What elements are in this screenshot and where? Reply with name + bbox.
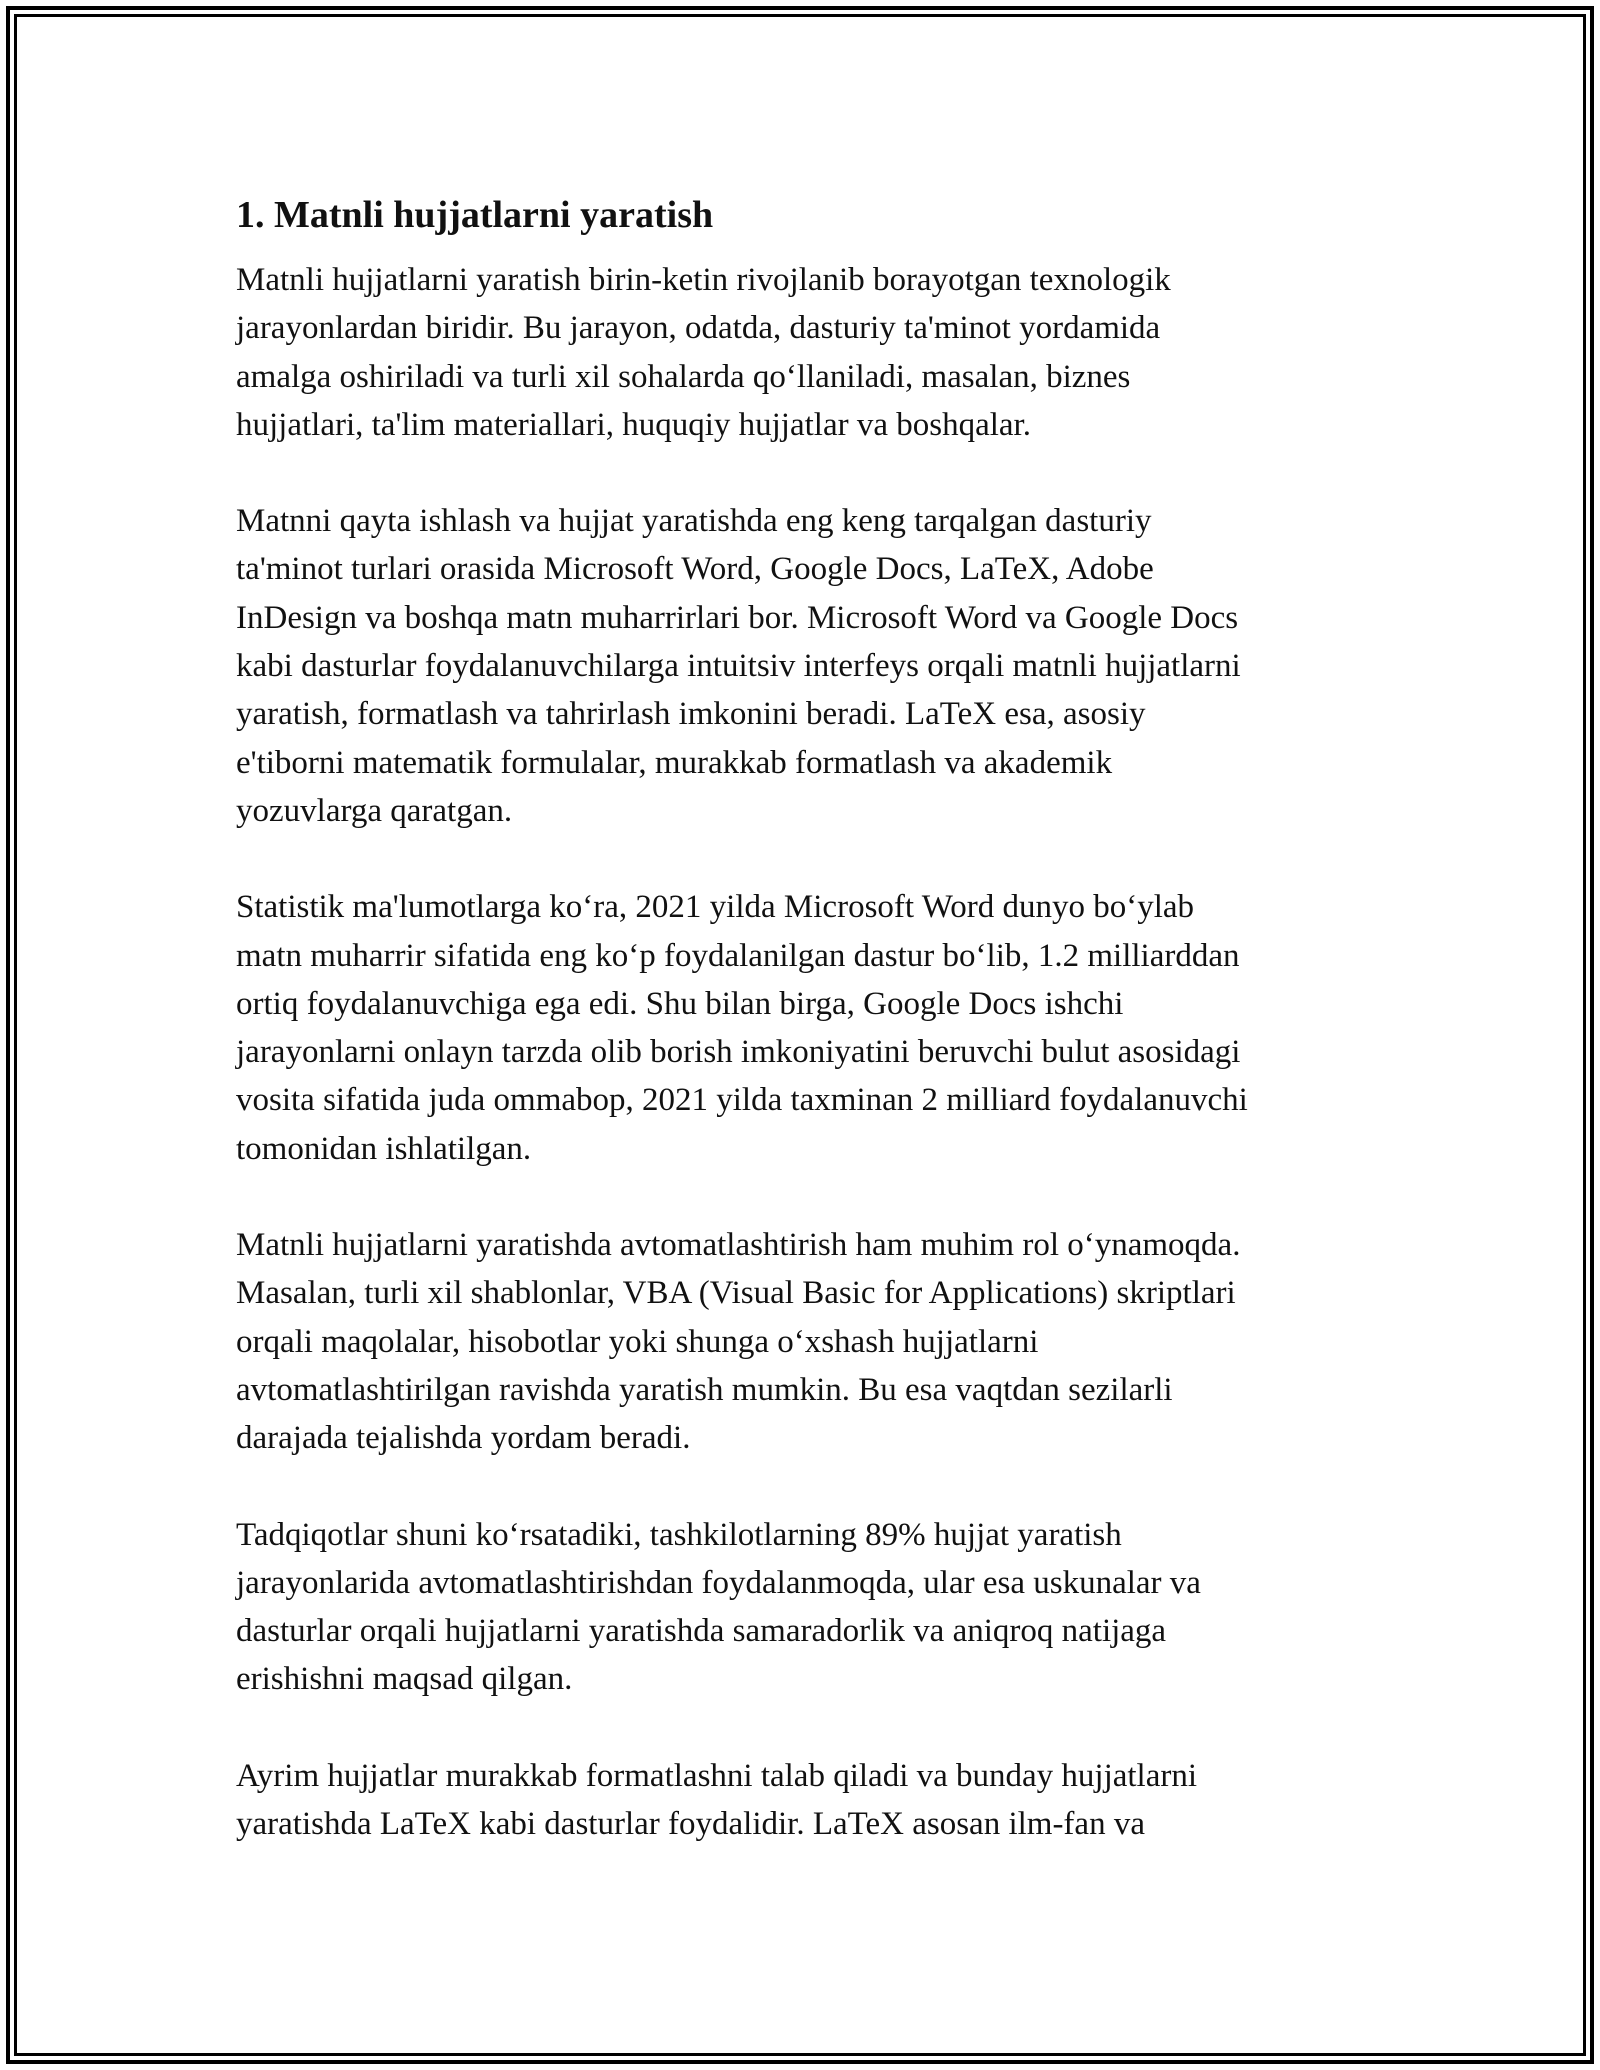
paragraph-line: Masalan, turli xil shablonlar, VBA (Visual Basic for Applications) skriptlari	[236, 1275, 1236, 1312]
paragraph-line: Statistik ma'lumotlarga ko‘ra, 2021 yilda Microsoft Word dunyo bo‘ylab	[236, 889, 1195, 926]
paragraph-line: kabi dasturlar foydalanuvchilarga intuitsiv interfeys orqali matnli hujjatlarni	[236, 648, 1241, 685]
paragraph-line: darajada tejalishda yordam beradi.	[236, 1420, 691, 1457]
paragraph-line: InDesign va boshqa matn muharrirlari bor. Microsoft Word va Google Docs	[236, 599, 1239, 636]
paragraph-line: ta'minot turlari orasida Microsoft Word, Google Docs, LaTeX, Adobe	[236, 551, 1154, 588]
section-heading: 1. Matnli hujjatlarni yaratish	[236, 194, 714, 236]
paragraph-line: dasturlar orqali hujjatlarni yaratishda samaradorlik va aniqroq natijaga	[236, 1613, 1167, 1650]
paragraph-line: tomonidan ishlatilgan.	[236, 1130, 532, 1167]
paragraph-line: jarayonlardan biridir. Bu jarayon, odatda, dasturiy ta'minot yordamida	[236, 310, 1161, 347]
paragraph-line: jarayonlarida avtomatlashtirishdan foydalanmoqda, ular esa uskunalar va	[236, 1564, 1201, 1601]
paragraph-1	[236, 256, 1376, 449]
paragraph-line: jarayonlarni onlayn tarzda olib borish imkoniyatini beruvchi bulut asosidagi	[236, 1034, 1241, 1071]
paragraph-line: Ayrim hujjatlar murakkab formatlashni talab qiladi va bunday hujjatlarni	[236, 1757, 1198, 1794]
paragraph-line: yozuvlarga qaratgan.	[236, 792, 513, 829]
paragraph-line: amalga oshiriladi va turli xil sohalarda qo‘llaniladi, masalan, biznes	[236, 358, 1131, 395]
paragraph-line: ortiq foydalanuvchiga ega edi. Shu bilan birga, Google Docs ishchi	[236, 985, 1124, 1022]
paragraph-line: vosita sifatida juda ommabop, 2021 yilda taxminan 2 milliard foydalanuvchi	[236, 1082, 1248, 1119]
paragraph-line: e'tiborni matematik formulalar, murakkab formatlash va akademik	[236, 744, 1113, 781]
paragraph-5	[236, 1511, 1376, 1704]
paragraph-line: yaratish, formatlash va tahrirlash imkonini beradi. LaTeX esa, asosiy	[236, 696, 1146, 733]
paragraph-line: erishishni maqsad qilgan.	[236, 1661, 573, 1698]
paragraph-2	[236, 497, 1376, 835]
paragraph-line: Matnni qayta ishlash va hujjat yaratishda eng keng tarqalgan dasturiy	[236, 503, 1152, 540]
paragraph-line: Matnli hujjatlarni yaratishda avtomatlashtirish ham muhim rol o‘ynamoqda.	[236, 1227, 1241, 1264]
paragraph-4	[236, 1221, 1376, 1462]
paragraph-3	[236, 883, 1376, 1173]
paragraph-line: hujjatlari, ta'lim materiallari, huquqiy hujjatlar va boshqalar.	[236, 406, 1031, 443]
paragraph-line: Tadqiqotlar shuni ko‘rsatadiki, tashkilotlarning 89% hujjat yaratish	[236, 1516, 1122, 1553]
paragraph-line: Matnli hujjatlarni yaratish birin-ketin rivojlanib borayotgan texnologik	[236, 262, 1171, 298]
paragraph-line: orqali maqolalar, hisobotlar yoki shunga o‘xshash hujjatlarni	[236, 1323, 1039, 1360]
paragraph-line: yaratishda LaTeX kabi dasturlar foydalidir. LaTeX asosan ilm-fan va	[236, 1806, 1145, 1843]
paragraph-line: matn muharrir sifatida eng ko‘p foydalanilgan dastur bo‘lib, 1.2 milliarddan	[236, 937, 1240, 974]
document-page	[236, 188, 1376, 1896]
paragraph-line: avtomatlashtirilgan ravishda yaratish mumkin. Bu esa vaqtdan sezilarli	[236, 1371, 1173, 1408]
paragraph-6	[236, 1752, 1376, 1849]
